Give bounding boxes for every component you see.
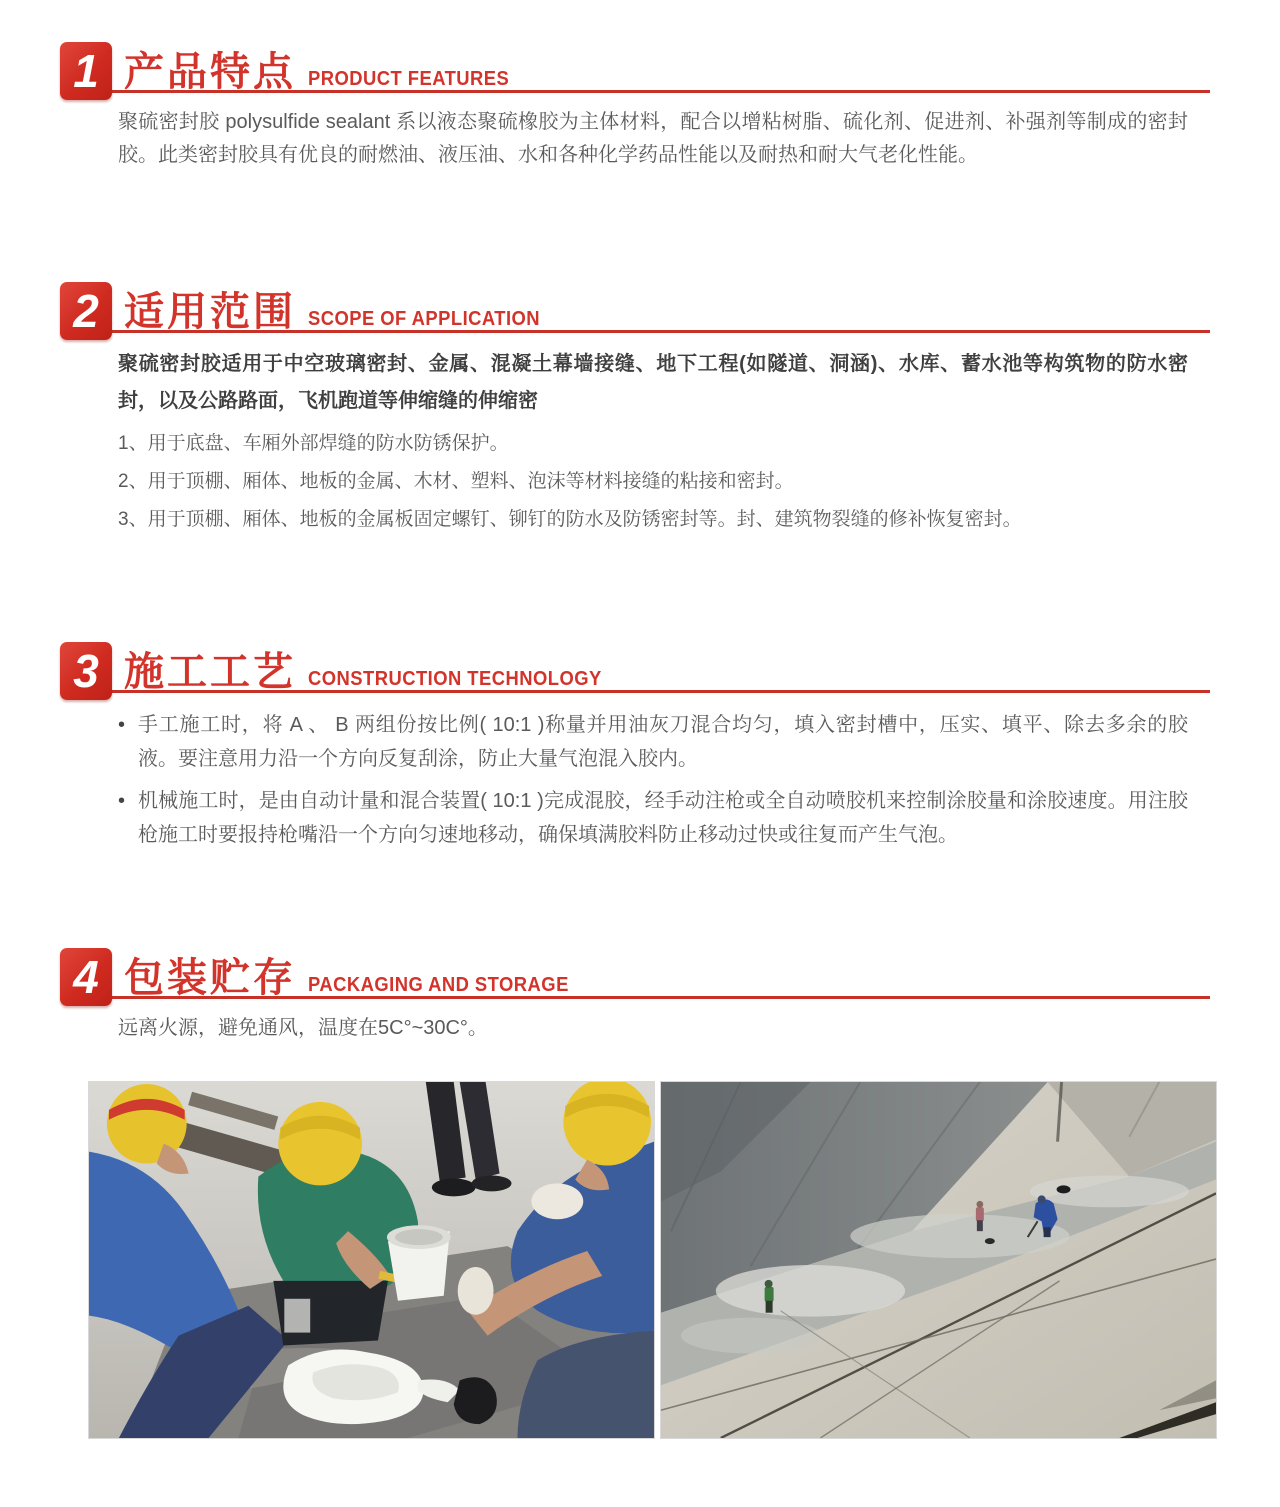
section-4-number: 4 [73,951,99,1003]
section-2-number-badge [60,282,112,340]
photo-workers-applying-sealant [88,1081,655,1439]
section-2-lead-paragraph: 聚硫密封胶适用于中空玻璃密封、金属、混凝土幕墙接缝、地下工程(如隧道、洞涵)、水库、蓄水池等构筑物的防水密封，以及公路路面，飞机跑道等伸缩缝的伸缩密 [118,353,1188,412]
section-2-header [60,278,1210,337]
section-1-title: 产品特点 [124,50,296,94]
section-4-number-badge [60,948,112,1006]
use-list-item: 3、用于顶棚、厢体、地板的金属板固定螺钉、铆钉的防水及防锈密封等。封、建筑物裂缝的修补恢复密封。 [118,509,1022,530]
section-1-header [60,38,1210,97]
worker-figure-green [765,1280,774,1313]
section-2-use-list [118,428,1188,535]
section-3-number-badge [60,642,112,700]
photo-row [88,1081,1280,1439]
use-list-item: 2、用于顶棚、厢体、地板的金属、木材、塑料、泡沫等材料接缝的粘接和密封。 [118,471,794,492]
section-2-number: 2 [73,285,99,337]
use-list-item: 1、用于底盘、车厢外部焊缝的防水防锈保护。 [118,433,509,454]
section-3-number: 3 [73,645,99,697]
worker-figure-pink [976,1201,984,1231]
bullet-item: • 手工施工时，将 A 、 B 两组份按比例( 10:1 )称量并用油灰刀混合均匀，填入密封槽中，压实、填平、除去多余的胶液。要注意用力沿一个方向反复刮涂，防止大量气泡混入胶内。 [118,708,1188,776]
section-2-title: 适用范围 [124,290,296,334]
section-1-number-badge [60,42,112,100]
section-1-subtitle: PRODUCT FEATURES [308,68,510,90]
section-1-number: 1 [73,45,99,97]
section-4-header [60,944,1210,1003]
section-1-paragraph: 聚硫密封胶 polysulfide sealant 系以液态聚硫橡胶为主体材料，配合以增粘树脂、硫化剂、促进剂、补强剂等制成的密封胶。此类密封胶具有优良的耐燃油、液压油、水和各种化学药品性能以及耐热和耐大气老化性能。 [118,111,1188,166]
section-3-bullet-list [118,708,1188,852]
section-4-subtitle: PACKAGING AND STORAGE [308,974,569,996]
bullet-item: • 机械施工时，是由自动计量和混合装置( 10:1 )完成混胶，经手动注枪或全自动喷胶机来控制涂胶量和涂胶速度。用注胶枪施工时要报持枪嘴沿一个方向匀速地移动，确保填满胶料防止移动过快或往复而产生气泡。 [118,784,1188,852]
photo-dam-slope-site [660,1081,1217,1439]
section-3-subtitle: CONSTRUCTION TECHNOLOGY [308,668,602,690]
section-4-title: 包装贮存 [124,956,296,1000]
section-3-header [60,638,1210,697]
section-3-title: 施工工艺 [124,650,296,694]
section-2-subtitle: SCOPE OF APPLICATION [308,308,541,330]
section-4-paragraph: 远离火源，避免通风，温度在5C°~30C°。 [118,1017,488,1039]
